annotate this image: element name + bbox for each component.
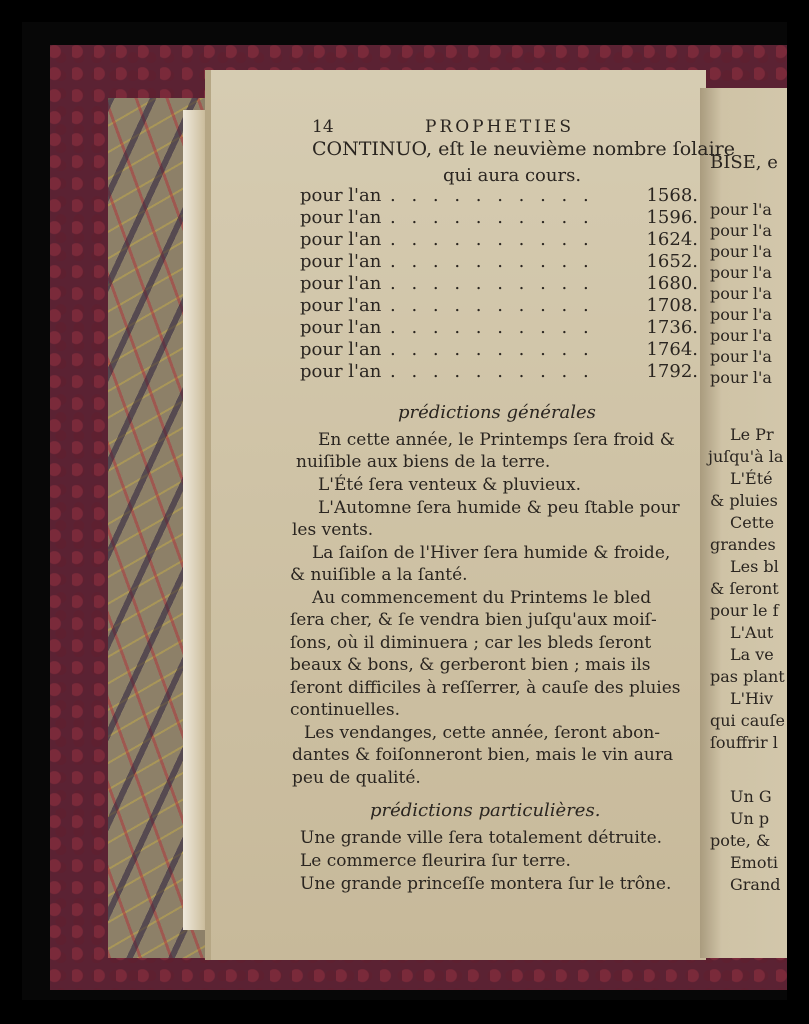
- leader-dots: . . . . . . . . . .: [390, 339, 594, 360]
- right-text-fragment: L'Été: [730, 469, 773, 488]
- year-row: [300, 185, 698, 207]
- right-text-fragment: Le Pr: [730, 425, 774, 444]
- right-text-fragment: & ſeront: [710, 579, 779, 598]
- year-row: [300, 251, 698, 273]
- leader-dots: . . . . . . . . . .: [390, 273, 594, 294]
- section-title-particular: prédictions particulières.: [370, 800, 601, 821]
- running-title: PROPHETIES: [425, 117, 574, 137]
- right-text-fragment: Un G: [730, 787, 772, 806]
- right-year-fragment: pour l'a: [710, 200, 772, 219]
- leader-dots: . . . . . . . . . .: [390, 229, 594, 250]
- text-line: Le commerce fleurira ſur terre.: [300, 851, 571, 871]
- year-label: pour l'an: [300, 207, 382, 228]
- year-row: [300, 273, 698, 295]
- year-value: 1568.: [646, 185, 698, 206]
- year-value: 1624.: [646, 229, 698, 250]
- leader-dots: . . . . . . . . . .: [390, 295, 594, 316]
- right-text-fragment: Les bl: [730, 557, 779, 576]
- right-text-fragment: Emoti: [730, 853, 779, 872]
- right-text-fragment: Un p: [730, 809, 770, 828]
- year-value: 1764.: [646, 339, 698, 360]
- right-year-fragment: pour l'a: [710, 326, 772, 345]
- text-line: La ſaiſon de l'Hiver ſera humide & froide,: [312, 543, 671, 563]
- right-text-fragment: pote, &: [710, 831, 771, 850]
- right-year-fragment: pour l'a: [710, 263, 772, 282]
- year-value: 1652.: [646, 251, 698, 272]
- text-line: L'Été ſera venteux & pluvieux.: [318, 475, 581, 495]
- right-text-fragment: Grand: [730, 875, 781, 894]
- leader-dots: . . . . . . . . . .: [390, 317, 594, 338]
- text-line: Au commencement du Printems le bled: [312, 588, 652, 608]
- year-value: 1680.: [646, 273, 698, 294]
- leader-dots: . . . . . . . . . .: [390, 207, 594, 228]
- right-text-fragment: juſqu'à la: [708, 447, 784, 466]
- year-value: 1596.: [646, 207, 698, 228]
- leader-dots: . . . . . . . . . .: [390, 251, 594, 272]
- year-row: [300, 339, 698, 361]
- right-year-fragment: pour l'a: [710, 242, 772, 261]
- text-line: continuelles.: [290, 700, 400, 720]
- intro-line-2: qui aura cours.: [443, 165, 582, 186]
- right-year-fragment: pour l'a: [710, 368, 772, 387]
- text-line: & nuiſible a la ſanté.: [290, 565, 468, 585]
- text-line: Une grande ville ſera totalement détruite.: [300, 828, 663, 848]
- right-text-fragment: La ve: [730, 645, 774, 664]
- section-title-general: prédictions générales: [398, 402, 596, 423]
- year-label: pour l'an: [300, 229, 382, 250]
- text-line: ſons, où il diminuera ; car les bleds ſeront: [290, 633, 652, 653]
- text-line: dantes & foiſonneront bien, mais le vin aura: [292, 745, 674, 765]
- right-text-fragment: & pluies: [710, 491, 778, 510]
- intro-line-1: CONTINUO, eſt le neuvième nombre ſolaire: [312, 138, 735, 160]
- text-line: Une grande princeſſe montera ſur le trône.: [300, 874, 672, 894]
- text-line: ſeront difficiles à reſſerrer, à cauſe des pluies: [290, 678, 681, 698]
- page-number: 14: [312, 117, 334, 137]
- year-label: pour l'an: [300, 361, 382, 382]
- leader-dots: . . . . . . . . . .: [390, 185, 594, 206]
- year-row: [300, 361, 698, 383]
- year-label: pour l'an: [300, 339, 382, 360]
- year-row: [300, 317, 698, 339]
- year-label: pour l'an: [300, 273, 382, 294]
- text-line: Les vendanges, cette année, ſeront abon-: [304, 723, 661, 743]
- right-year-fragment: pour l'a: [710, 284, 772, 303]
- year-label: pour l'an: [300, 317, 382, 338]
- right-text-fragment: ſouffrir l: [710, 733, 778, 752]
- right-text-fragment: qui cauſe: [710, 711, 785, 730]
- year-value: 1792.: [646, 361, 698, 382]
- leader-dots: . . . . . . . . . .: [390, 361, 594, 382]
- text-line: ſera cher, & ſe vendra bien juſqu'aux moiſ-: [290, 610, 657, 630]
- right-text-fragment: L'Aut: [730, 623, 774, 642]
- year-value: 1736.: [646, 317, 698, 338]
- year-label: pour l'an: [300, 185, 382, 206]
- text-line: les vents.: [292, 520, 374, 540]
- text-line: beaux & bons, & gerberont bien ; mais ils: [290, 655, 651, 675]
- right-text-fragment: L'Hiv: [730, 689, 774, 708]
- right-page-head: BISE, e: [710, 152, 778, 173]
- text-line: peu de qualité.: [292, 768, 421, 788]
- year-label: pour l'an: [300, 295, 382, 316]
- right-text-fragment: Cette: [730, 513, 775, 532]
- year-label: pour l'an: [300, 251, 382, 272]
- text-line: L'Automne ſera humide & peu ſtable pour: [318, 498, 680, 518]
- year-row: [300, 207, 698, 229]
- right-text-fragment: pas plant: [710, 667, 785, 686]
- year-row: [300, 229, 698, 251]
- text-line: nuiſible aux biens de la terre.: [296, 452, 551, 472]
- right-text-fragment: grandes: [710, 535, 776, 554]
- text-line: En cette année, le Printemps ſera froid &: [318, 430, 675, 450]
- right-year-fragment: pour l'a: [710, 347, 772, 366]
- right-text-fragment: pour le f: [710, 601, 779, 620]
- year-row: [300, 295, 698, 317]
- right-year-fragment: pour l'a: [710, 305, 772, 324]
- year-value: 1708.: [646, 295, 698, 316]
- right-year-fragment: pour l'a: [710, 221, 772, 240]
